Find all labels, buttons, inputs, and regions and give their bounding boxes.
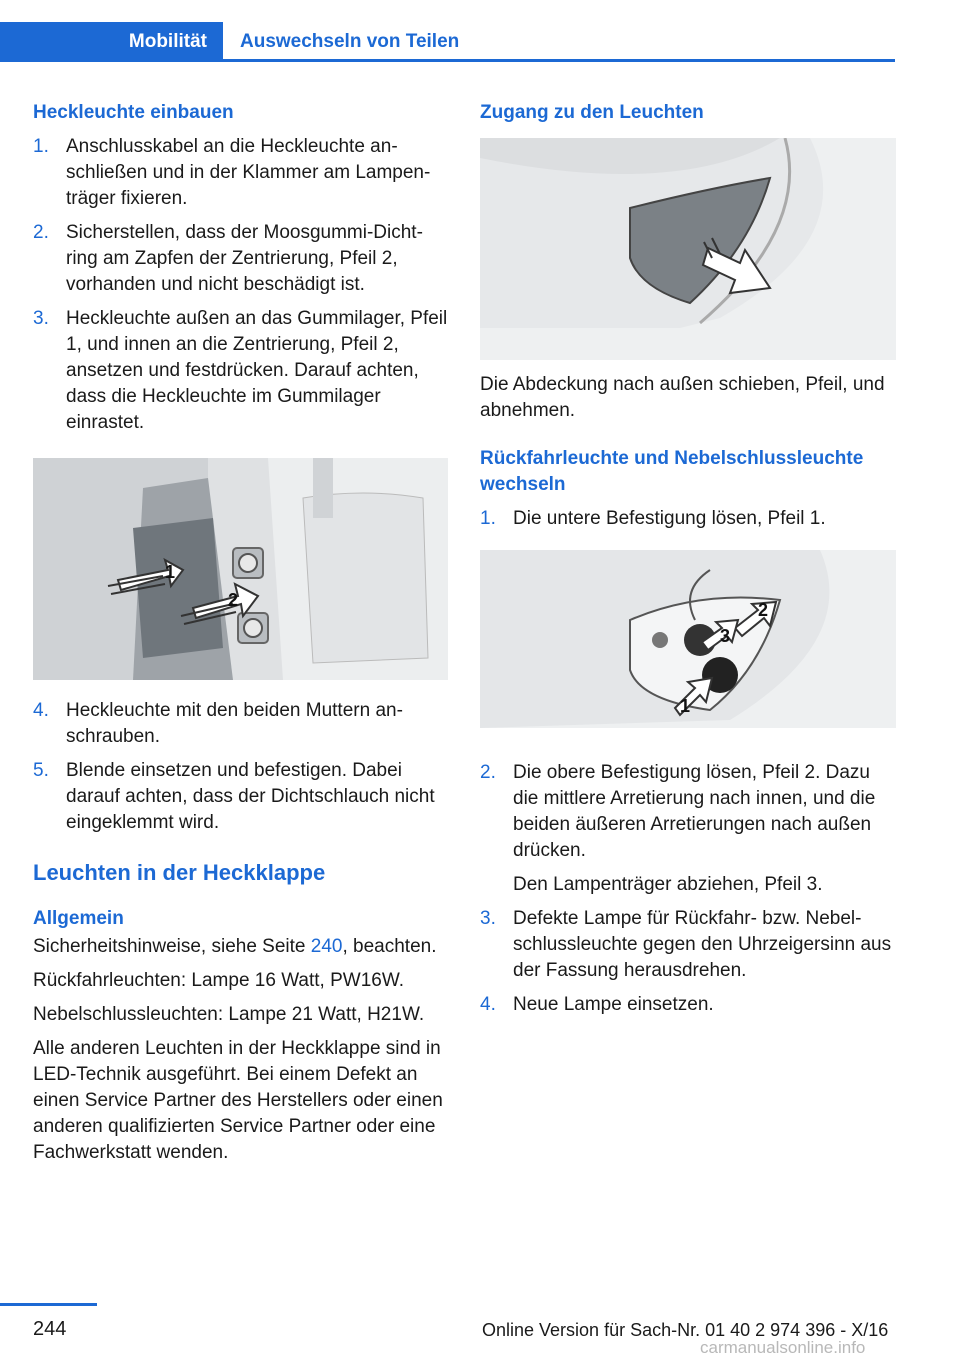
page-number: 244 <box>33 1318 67 1340</box>
led-note: Alle anderen Leuchten in der Heckklappe sind in LED-Technik ausgeführt. Bei einem Defekt an einen Service Partner des Herstellers oder einen anderen qualifizierten Service Partner oder eine Fachwerkstatt wenden. <box>33 1038 443 1163</box>
footer-divider <box>0 1303 97 1306</box>
install-steps-b <box>33 698 448 836</box>
step-number: 2. <box>480 762 496 783</box>
cover-removal-illustration <box>480 138 896 360</box>
arrow-label-3: 3 <box>720 626 731 646</box>
page-link[interactable]: 240 <box>310 936 343 957</box>
list-item <box>480 992 896 1018</box>
list-item <box>480 906 896 984</box>
step-text: Die untere Befestigung lösen, Pfeil 1. <box>513 508 826 529</box>
chapter-tab[interactable]: Mobilität <box>0 22 223 62</box>
list-item <box>33 758 448 836</box>
access-heading: Zugang zu den Leuchten <box>480 102 704 123</box>
watermark: carmanualsonline.info <box>700 1338 866 1357</box>
online-version-note: Online Version für Sach-Nr. 01 40 2 974 396 - X/16 <box>482 1320 889 1340</box>
list-item <box>33 134 448 212</box>
section-tab[interactable]: Auswechseln von Teilen <box>240 31 460 52</box>
general-heading: Allgemein <box>33 908 124 929</box>
right-column <box>480 100 896 1026</box>
page-header <box>0 0 895 62</box>
step-text: Sicherstellen, dass der Moosgummi-Dichtring am Zapfen der Zentrierung, Pfeil 2, vorhanden und nicht beschädigt ist. <box>66 222 423 295</box>
safety-note <box>33 934 448 960</box>
cover-removal-figure <box>480 138 896 360</box>
step-text: Heckleuchte außen an das Gummilager, Pfeil 1, und innen an die Zentrierung, Pfeil 2, ansetzen und festdrücken. Darauf achten, dass die Heckleuchte im Gummilager einrastet. <box>66 308 448 433</box>
step-text: Blende einsetzen und befestigen. Dabei darauf achten, dass der Dichtschlauch nicht eingeklemmt wird. <box>66 760 435 833</box>
step-number: 3. <box>33 308 49 329</box>
arrow-label-1: 1 <box>165 562 176 582</box>
step-number: 4. <box>480 994 496 1015</box>
step-text: Defekte Lampe für Rückfahr- bzw. Nebelschlussleuchte gegen den Uhrzeigersinn aus der Fassung herausdrehen. <box>513 908 892 981</box>
step-extra-text: Den Lampenträger abziehen, Pfeil 3. <box>513 874 823 895</box>
arrow-label-1: 1 <box>680 696 691 716</box>
step-text: Anschlusskabel an die Heckleuchte anschließen und in der Klammer am Lampenträger fixieren. <box>66 136 431 209</box>
step-number: 5. <box>33 760 49 781</box>
header-divider <box>223 59 895 62</box>
list-item <box>480 506 896 532</box>
section-heading: Leuchten in der Heckklappe <box>33 860 326 885</box>
step-text: Neue Lampe einsetzen. <box>513 994 714 1015</box>
safety-prefix: Sicherheitshinweise, siehe Seite <box>33 936 311 957</box>
step-number: 2. <box>33 222 49 243</box>
step-text: Die obere Befestigung lösen, Pfeil 2. Dazu die mittlere Arretierung nach innen, und die beiden äußeren Arretierungen nach außen drücken. <box>513 762 876 861</box>
arrow-label-2: 2 <box>758 600 769 620</box>
install-steps-a <box>33 134 448 436</box>
list-item <box>33 306 448 436</box>
arrow-label-2: 2 <box>228 590 239 610</box>
replace-steps-b <box>480 760 896 1018</box>
replace-heading: Rückfahrleuchte und Nebelschlussleuchte wechseln <box>480 448 864 495</box>
list-item <box>33 220 448 298</box>
taillight-install-figure <box>33 458 448 680</box>
taillight-install-illustration <box>33 458 448 680</box>
list-item <box>480 760 896 898</box>
safety-suffix: , beachten. <box>342 936 437 957</box>
step-number: 1. <box>33 136 49 157</box>
step-number: 3. <box>480 908 496 929</box>
install-heading: Heckleuchte einbauen <box>33 102 234 123</box>
step-text: Heckleuchte mit den beiden Muttern anschrauben. <box>66 700 403 747</box>
replace-steps-a <box>480 506 896 532</box>
step-number: 1. <box>480 508 496 529</box>
list-item <box>33 698 448 750</box>
left-column <box>33 100 448 1174</box>
access-text: Die Abdeckung nach außen schieben, Pfeil, und abnehmen. <box>480 374 885 421</box>
reverse-lights-spec: Rückfahrleuchten: Lampe 16 Watt, PW16W. <box>33 970 405 991</box>
lamp-holder-figure <box>480 550 896 728</box>
lamp-holder-illustration <box>480 550 896 728</box>
fog-lights-spec: Nebelschlussleuchten: Lampe 21 Watt, H21W. <box>33 1004 425 1025</box>
step-number: 4. <box>33 700 49 721</box>
